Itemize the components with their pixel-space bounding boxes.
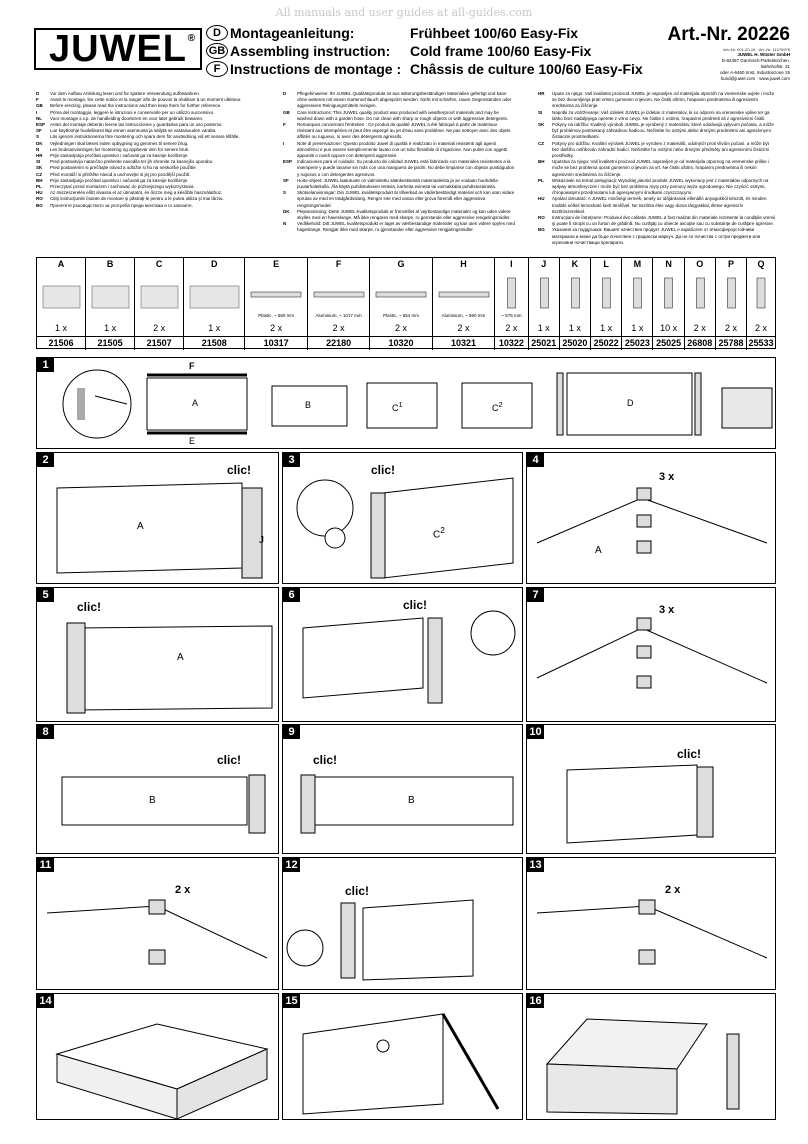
step-number: 2 [37,453,54,467]
step-1-panel [36,357,776,449]
part-quantity: 1 x [104,323,117,333]
step-8-illustration [37,725,279,854]
fitting-part-icon [560,272,591,312]
part-number: 25022 [591,336,621,349]
part-quantity: 2 x [693,323,706,333]
instruction-paragraph [283,122,515,141]
part-letter: N [665,259,672,269]
language-code: RO [36,196,43,202]
part-number: 25020 [560,336,590,349]
language-code: BG [36,202,43,208]
part-number: 21505 [86,336,134,349]
profile-part-icon [308,272,370,312]
step-1-illustration [37,358,776,449]
product-name: Cold frame 100/60 Easy-Fix [410,42,592,59]
step-13-illustration [527,858,776,990]
part-caption: Plastic, ~ 560 mm [258,313,295,318]
step-8-panel [36,724,279,854]
part-quantity: 1 x [537,323,550,333]
instruction-paragraph [283,209,515,221]
instruction-text: Wskazówki na temat pielęgnacji: Wysokiej jakości produkt JUWEL wykonany jest z materiałów odpornych na wpływy atmosferyczne i może być bez problemu myty przy pomocy węża ogrodowego. Nie czyścić ostrymi, chropowatymi przedmiotami lub agresywnymi środkami czyszczącymi. [552,177,769,196]
part-letter: M [633,259,642,269]
product-name: Frühbeet 100/60 Easy-Fix [410,24,579,41]
panel-part-icon [135,272,184,312]
clic-label: clic! [217,753,242,767]
step-number: 11 [37,858,54,872]
language-code: I [283,140,285,146]
instruction-paragraph [538,178,776,197]
part-number: 21508 [184,336,244,349]
language-code: DK [283,208,290,214]
instruction-paragraph [283,178,515,190]
title-row [206,42,643,59]
instruction-text: Napotki za vzdrževanje: Vaš izdelek JUWEL je izdelan iz materialov, ki so odporni na vremenske vplive ter ga lahko brez nadaljnjega operete z vrtno cevjo. Ne čistite z ostrimi, hrapavimi predmeti ali z agresivnimi čistili. [552,109,770,121]
instruction-text: Pokyny na údržbu: Kvalitný výrobok JUWEL je vyrobený z materiálov, ktoré odolávajú vplyvom počasia, a môže byť problémov postriekaný záhradnou hadicou. Nečistite ho ostrými alebo drsnými predmetmi ani agresívnymi čistiacimi prostriedkami. [552,122,774,140]
label-a: A [177,652,184,663]
step-number: 6 [283,588,300,602]
label-c2: $C^2$ [492,400,503,413]
part-cell [716,258,747,350]
step-12-panel [282,857,523,990]
count-label: 3 x [659,471,675,483]
part-quantity: 10 x [660,323,678,333]
step-11-illustration [37,858,279,990]
instruction-paragraph [538,227,776,246]
part-cell [591,258,622,350]
step-4-illustration [527,453,776,584]
label-c2: $C^2$ [433,525,445,541]
instruction-paragraph [283,221,515,233]
fitting-part-icon [495,272,528,312]
part-number: 10317 [245,336,306,349]
language-code: N [283,221,287,227]
part-quantity: 1 x [568,323,581,333]
profile-part-icon [433,272,495,312]
language-code: D [283,91,287,96]
step-number: 5 [37,588,54,602]
part-cell [747,258,775,350]
language-code: PL [36,184,42,190]
language-code: ESP [36,122,46,128]
fitting-part-icon [653,272,684,312]
part-quantity: 2 x [332,323,345,333]
step-7-illustration [527,588,776,722]
step-15-panel [282,993,523,1120]
instruction-title: Montageanleitung: [230,24,355,41]
instruction-text: Указания за поддръжка: Вашият качествен продукт JUWEL е изработен от атмосфероустойчиви материали и може да бъде почиствен с градински маркуч. Да не се почиства с остри предмети или агресивни почистващи препарати. [552,227,761,245]
step-3-illustration [283,453,523,584]
step-10-illustration [527,725,776,854]
company-address-line: D-82467 Garmisch-Partenkirchen, [721,58,790,63]
step-number: 12 [283,858,300,872]
step-3-panel [282,452,523,584]
step-7-panel [526,587,776,722]
part-number: 25021 [529,336,559,349]
part-number: 21507 [135,336,183,349]
language-code: PL [538,177,544,183]
step-number: 9 [283,725,300,739]
clic-label: clic! [313,753,338,767]
clic-label: clic! [345,884,370,898]
instruction-text: Vor dem Aufbau Anleitung lesen und für spätere Verwendung aufbewahren. [50,91,201,96]
instruction-text: Note di preservazione: Questo prodotto Juwel di qualità è realizzato in materiali resistenti agli agenti atmosferici e può essere semplicemente lavato con un tubo flessibile di irrigazione. Non pulire con oggetti appuntiti o ruvidi oppure con detergenti aggressivi. [297,140,508,159]
part-number: 26808 [685,336,715,349]
language-code: NL [36,115,42,121]
instruction-text: Az összeszerelés előtt olvassa el az útmutatót, és őrizze meg a későbbi használathoz. [50,190,223,196]
instruction-text: Vejledningen skal læses inden opbygning og gemmes til senere brug. [50,140,189,146]
label-j: J [259,535,264,546]
instruction-title: Instructions de montage : [230,60,402,77]
clic-label: clic! [677,747,702,761]
part-caption: Aluminium, ~ 1017 mm [315,313,362,318]
instruction-text: Hoito-ohjeet: JUWEL laatutuote on valmistettu säänkestävistä materiaaleista ja se voidaan huuhdella puutarhaletkulla. Älä käytä puhdistukseen teräviä, karheita esineitä tai voimakkaita puhdistusaineita. [297,177,498,190]
language-code: GB [283,109,290,115]
instruction-text: Avant le montage, lire cette notice et la ranger afin de pouvoir la réutiliser à un moment ultérieur. [50,97,242,103]
part-letter: I [510,259,513,269]
language-code: HU [36,190,43,196]
instruction-text: Pokyny pro údržbu: Kvalitní výrobek JUWEL je vyroben z materiálů, odolných proti vlivům počasí, a může být bez dalšího ostřikován zahradní hadicí. Nečistěte ho ostrými nebo drsnými předměty ani agresivními čisticími prostředky. [552,140,770,159]
instruction-text: Before erecting, please read the instructions and then keep them for further reference. [50,103,222,109]
part-cell [529,258,560,350]
instruction-paragraph [538,122,776,141]
part-quantity: 1 x [208,323,221,333]
instruction-text: Прочетете ръководството за употреба преди монтажа и го запазете. [50,202,193,208]
part-number: 22180 [308,336,369,349]
instruction-paragraph [283,141,515,160]
step-2-panel [36,452,279,584]
fitting-part-icon [747,272,775,312]
language-code: CZ [36,171,42,177]
part-number: 25025 [653,336,683,349]
fitting-part-icon [622,272,653,312]
label-e: E [189,436,196,446]
part-caption: ~ 575 mm [501,313,522,318]
clic-label: clic! [77,600,102,614]
part-cell [622,258,653,350]
part-letter: P [728,259,735,269]
step-number: 13 [527,858,544,872]
step-number: 10 [527,725,544,739]
step-16-panel [526,993,776,1120]
instruction-text: Indicaciones para el cuidado: Su producto de calidad JUWEL está fabricado con materiales resistentes a la intemperie y puede lavarse sin más con una manguera de jardín. No debe limpiarse con objetos puntiagudos y rugosos o con detergentes agresivos. [297,159,515,177]
count-label: 2 x [665,884,681,896]
part-quantity: 1 x [631,323,644,333]
registered-mark: ® [187,33,196,44]
step-number: 8 [37,725,54,739]
step-16-illustration [527,994,776,1120]
language-code: SF [36,128,42,134]
step-9-panel [282,724,523,854]
instruction-text: Prije sastavljanja pročitati uputstvo i sačuvati ga za kasnije korištenje. [50,177,189,183]
label-d: D [627,398,634,408]
language-code: F [36,97,39,103]
part-cell [184,258,245,350]
part-cell [37,258,86,350]
language-code: BG [538,227,545,233]
step-5-panel [36,587,279,722]
label-c1: $C^1$ [392,400,403,413]
part-quantity: 1 x [600,323,613,333]
language-code: SK [36,165,43,171]
step-number: 16 [527,994,544,1008]
part-letter: A [57,259,65,269]
instruction-text: Skötselanvisningar: Din JUWEL kvalitetsprodukt är tillverkad av väderbeständigt material och kan utan vidare sprutas av med en trädgårdsslang. Rengör inte med vassa eller grova föremål eller aggressiva rengöringsmedel. [297,190,515,208]
instruction-text: Upute za njegu: Vaš kvalitetni proizvod JUWEL je napravljen od materijala otpornih na vremenske uvjete i može se bez dvoumljenja prati vrtnim gumenim crijevom. Ne čistiti oštrim, hrapavim predmetima ili agresivnim sredstvima za čišćenje. [552,91,775,109]
part-number: 10320 [370,336,431,349]
count-label: 3 x [659,604,675,616]
step-9-illustration [283,725,523,854]
language-code: D [206,25,228,41]
instruction-paragraph [538,159,776,178]
language-code: BH [36,177,43,183]
part-letter: C [155,259,163,269]
company-address [720,52,790,82]
instruction-text: Instrucţiuni de întreţinere: Produsul dvs calitativ JUWEL a fost realizat din materiale rezistente la condiţiile vremii şi poate fi stropit cu un furtun de grădină. Nu curăţaţi cu obiecte ascuţite sau cu substanţe de curăţare agresive. [552,215,776,227]
step-6-panel [282,587,523,722]
language-code: HU [538,196,545,202]
instruction-paragraph [538,91,776,110]
instruction-text: Remarques concernant l'entretien : Ce produit de qualité JUWEL a été fabriqué à partir de matériaux résistant aux intempéries et peut être aspergé au jet d'eau sans problème. Ne pas nettoyer avec des objets affûtés ou rugueux, ni avec des détergents agressifs. [297,122,511,140]
step-11-panel [36,857,279,990]
title-row [206,60,643,77]
instruction-text: Pred postavitvijo natančno preberite navodila ter jih shranite za kasnejšo uporabo. [50,159,214,165]
instruction-text: Uputstva za njegu: Vaš kvalitetni proizvod JUWEL napravljen je od materijala otpornog na vremenske prilike i može se bez problema oprati gumenim crijevom za vrt. Ne čistiti oštrim, hrapavim predmetima ili nekim agresivnim sredstvima za čišćenje. [552,159,769,177]
part-number: 10321 [433,336,494,349]
count-label: 2 x [175,884,191,896]
language-code: HR [538,91,545,96]
brand-name: JUWEL [49,27,187,70]
care-instructions-b [538,91,776,246]
label-a: A [192,398,199,408]
step-15-illustration [283,994,523,1120]
instruction-paragraph [538,110,776,122]
language-code: HR [36,153,43,159]
language-code: S [283,190,287,196]
article-info: Info-Nr. 001-20-16 · Art.-Nr. 11076978 [722,47,790,52]
instruction-text: Les bruksanvisningen før montering og oppbevar den for senere bruk. [50,146,190,152]
part-number: 25533 [748,338,774,348]
part-cell [245,258,307,350]
part-letter: B [106,259,114,269]
clic-label: clic! [403,598,428,612]
part-quantity: 2 x [755,323,768,333]
company-address-line: oder A-6460 Imst, Industriezone 19 [719,70,790,75]
step-14-illustration [37,994,279,1120]
step-number: 14 [37,994,54,1008]
step-13-panel [526,857,776,990]
part-quantity: 2 x [725,323,738,333]
step-number: 1 [37,358,54,372]
product-name: Châssis de culture 100/60 Easy-Fix [410,60,643,77]
label-b: B [305,400,312,410]
fitting-part-icon [591,272,622,312]
label-a: A [137,521,144,532]
language-code: CZ [538,140,544,146]
part-letter: G [397,259,405,269]
part-cell [433,258,495,350]
part-quantity: 2 x [153,323,166,333]
label-b: B [149,795,156,806]
juwel-logo [34,28,202,70]
part-cell [495,258,528,350]
instruction-text: Przeczytać przed montażem i zachować do późniejszego wykorzystania. [50,184,195,190]
watermark: All manuals and user guides at all-guides.com [275,6,533,19]
part-cell [370,258,432,350]
instruction-text: Vedlikehold: Ditt JUWEL kvalitetsprodukt er laget av værbestandige materialer og kan uten videre spyles med hageslange. Rengjør ikke med skarpe, ru gjenstander eller aggressive rengjøringsmidler. [297,221,515,233]
part-letter: K [571,259,579,269]
part-number: 21506 [37,336,85,349]
article-number: Art.-Nr. 20226 [667,24,790,45]
company-name: JUWEL H. Wüster GmbH [737,52,790,57]
part-cell [86,258,135,350]
instruction-text: Voor montage s.v.p. de handleiding doorlezen en voor later gebruik bewaren. [50,115,204,121]
language-code: D [36,91,40,96]
step-10-panel [526,724,776,854]
part-letter: O [696,259,704,269]
language-code: BH [538,159,545,165]
part-cell [135,258,184,350]
part-caption: Plastic, ~ 554 mm [383,313,419,318]
step-12-illustration [283,858,523,990]
fitting-part-icon [716,272,747,312]
instruction-paragraph [283,91,515,110]
language-code: F [283,122,286,128]
part-letter: D [211,259,218,269]
instruction-text: Plejeanvisning: Dette JUWEL-kvalitetsprodukt er fremstillet af vejrbestandige materialer og kan uden videre skylles med en haveslange. Må ikke rengøres med skarpe, ru genstande eller aggressive rengøringsmidler. [297,208,511,221]
part-cell [653,258,684,350]
language-code: SF [283,177,289,183]
title-block [206,24,643,78]
care-instructions-a [283,91,515,234]
label-a: A [595,545,602,556]
instruction-text: Pred postavením si prečítajte návod a odložte si ho na neskoršie použitie. [50,165,197,171]
instruction-text: Prima del montaggio, leggere le istruzioni e conservarle per un utilizzo successivo. [50,109,215,115]
instruction-text: Prije sastavljanja pročitati uputstvo i sačuvati ga za kasnije korištenje. [50,153,189,159]
fitting-part-icon [685,272,716,312]
panel-part-icon [86,272,135,312]
step-5-illustration [37,588,279,722]
instruction-paragraph [283,190,515,209]
language-code: SI [36,159,41,165]
part-caption: Aluminium, ~ 560 mm [441,313,486,318]
part-letter: J [541,259,547,269]
language-code: GB [36,103,43,109]
step-number: 3 [283,453,300,467]
part-letter: F [335,259,342,269]
part-cell [308,258,370,350]
clic-label: clic! [371,463,396,477]
instruction-paragraph [538,215,776,227]
step-number: 7 [527,588,544,602]
step-number: 4 [527,453,544,467]
part-letter: Q [757,259,765,269]
language-code: S [36,134,40,140]
part-number: 25788 [716,336,746,349]
part-quantity: 2 x [457,323,470,333]
part-quantity: 1 x [55,323,68,333]
language-code: SI [538,109,543,115]
fitting-part-icon [529,272,560,312]
title-row [206,24,643,41]
instruction-paragraph [36,203,268,209]
language-code: RO [538,215,545,221]
company-address-line: kund@juwel.com · www.juwel.com [720,76,790,81]
part-letter: L [603,259,609,269]
part-number: 25023 [622,336,652,349]
instruction-text: Před montáží si přečtěte návod a uschovejte si jej pro pozdější použití. [50,171,191,177]
instruction-paragraph [538,141,776,160]
language-code: F [206,61,228,77]
parts-table [36,257,776,349]
instruction-text: Lue käyttöohje huolellisesti läpi ennen asennusta ja säilytä se vastaisuuden varalta. [50,128,217,134]
instruction-text: Läs igenom instruktionerna före montering och spara dem för användning vid ett senare tillfälle. [50,134,240,140]
profile-part-icon [370,272,432,312]
instruction-text: Ápolási útmutató: A JUWEL minőségi termék, amely az időjárásnak ellenálló anyagokból készült, és minden további nélkül lemosható kerti tömlővel. Ne tisztítsa éles vagy durva tárgyakkal, illetve agresszív tisztítószerekkel. [552,196,767,214]
part-cell [560,258,591,350]
part-letter: H [460,259,467,269]
label-f: F [189,361,195,371]
instruction-text: Pflegehinweise: Ihr JUWEL Qualitätsprodukt ist aus witterungsbeständigen Materialien gefertigt und kann ohne weiteres mit einem Gartenschlauch abgespritzt werden. Nicht mit scharfen, rauen Gegenständen oder aggressiven Reinigungsmitteln reinigen. [297,91,512,109]
panel-part-icon [37,272,86,312]
language-code: I [36,109,38,115]
part-letter: E [273,259,280,269]
label-b: B [408,795,415,806]
part-number: 10322 [495,336,527,349]
panel-part-icon [184,272,245,312]
part-cell [685,258,716,350]
instruction-text: Care instructions: This JUWEL quality product was produced with weatherproof materials and may be washed down with a garden hose. Do not clean with sharp or rough objects or with aggressive detergents. [297,109,509,121]
instruction-text: Antes del montaje deberán leerse las instrucciones y guardarlas para un uso posterior. [50,122,223,128]
language-code: ESP [283,159,293,165]
profile-part-icon [245,272,307,312]
part-quantity: 2 x [395,323,408,333]
instruction-paragraph [283,110,515,122]
clic-label: clic! [227,463,252,477]
language-code: N [36,146,40,152]
company-address-line: Bahnhofstr. 31 [760,64,790,69]
language-code: GB [206,43,228,59]
step-number: 15 [283,994,300,1008]
part-quantity: 2 x [505,323,518,333]
instruction-paragraph [283,159,515,178]
step-14-panel [36,993,279,1120]
instruction-text: Citiţi instrucţiunile înainte de montare şi păstraţi-le pentru a le putea utiliza şi mai târziu. [50,196,224,202]
language-code: SK [538,122,545,128]
language-code: DK [36,140,43,146]
instruction-title: Assembling instruction: [230,42,391,59]
instruction-paragraph [538,196,776,215]
preparation-notes [36,91,268,209]
step-4-panel [526,452,776,584]
part-quantity: 2 x [270,323,283,333]
